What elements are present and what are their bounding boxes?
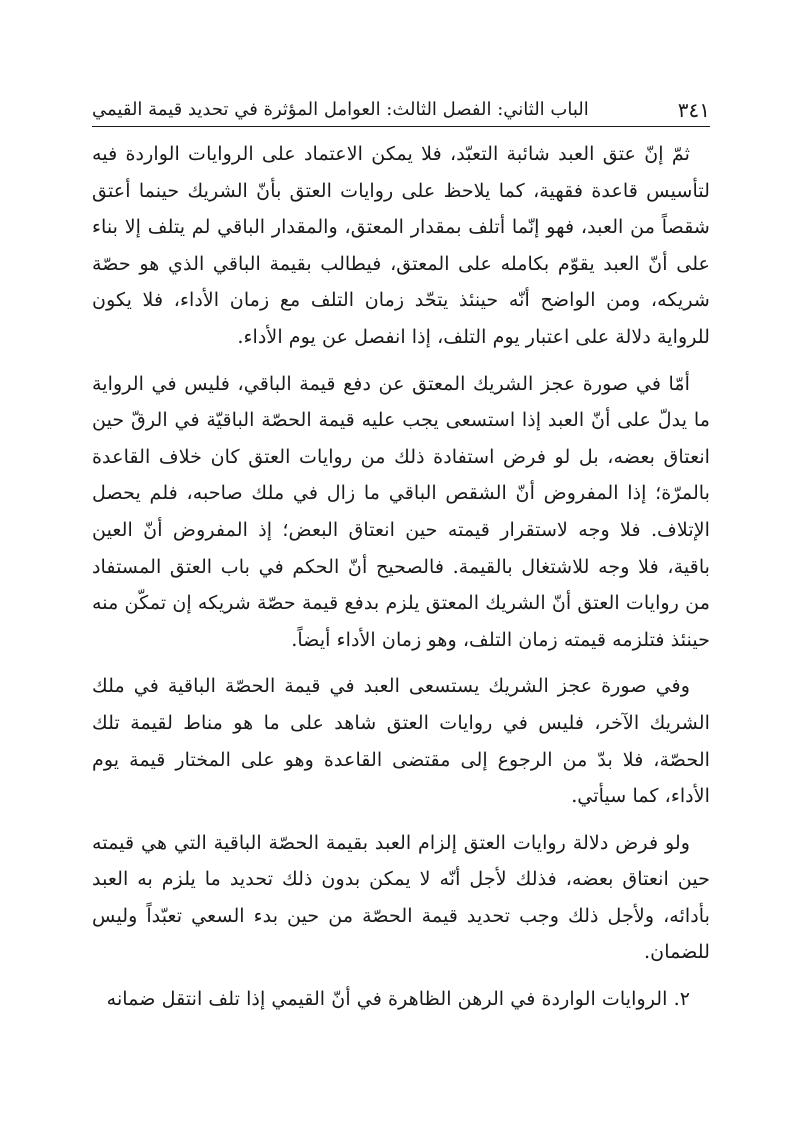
paragraph: ٢. الروايات الواردة في الرهن الظاهرة في أنّ القيمي إذا تلف انتقل ضمانه	[106, 987, 690, 1011]
running-header-title: الباب الثاني: الفصل الثالث: العوامل المؤثرة في تحديد قيمة القيمي	[92, 99, 589, 120]
running-header	[92, 84, 710, 124]
paragraph: وفي صورة عجز الشريك يستسعى العبد في قيمة الحصّة الباقية في ملك الشريك الآخر، فليس في روايات العتق شاهد على ما هو مناط لقيمة تلك الحصّة، فلا بدّ من الرجوع إلى مقتضى القاعدة وهو على المختار قيمة يوم الأداء، كما سيأتي.	[92, 674, 710, 808]
paragraph: أمّا في صورة عجز الشريك المعتق عن دفع قيمة الباقي، فليس في الرواية ما يدلّ على أنّ العبد إذا استسعى يجب عليه قيمة الحصّة الباقيّة في الرقّ حين انعتاق بعضه، بل لو فرض استفادة ذلك من روايات العتق كان خلاف القاعدة بالمرّة؛ إذا المفروض أنّ الشقص الباقي ما زال في ملك صاحبه، فلم يحصل الإتلاف. فلا وجه لاستقرار قيمته حين انعتاق البعض؛ إذ المفروض أنّ العين باقية، فلا وجه للاشتغال بالقيمة. فالصحيح أنّ الحكم في باب العتق المستفاد من روايات العتق أنّ الشريك المعتق يلزم بدفع قيمة حصّة شريكه إن تمكّن منه حينئذ فتلزمه قيمته زمان التلف، وهو زمان الأداء أيضاً.	[92, 371, 710, 651]
paragraph: ولو فرض دلالة روايات العتق إلزام العبد بقيمة الحصّة الباقية التي هي قيمته حين انعتاق بعضه، فذلك لأجل أنّه لا يمكن بدون ذلك تحديد ما يلزم به العبد بأدائه، ولأجل ذلك وجب تحديد قيمة الحصّة من حين بدء السعي تعبّداً وليس للضمان.	[92, 830, 710, 964]
page-number: ٣٤١	[677, 98, 710, 122]
paragraph: ثمّ إنّ عتق العبد شائبة التعبّد، فلا يمكن الاعتماد على الروايات الواردة فيه لتأسيس قاعدة فقهية، كما يلاحظ على روايات العتق بأنّ الشريك حينما أعتق شقصاً من العبد، فهو إنّما أتلف بمقدار المعتق، والمقدار الباقي لم يتلف إلا بناء على أنّ العبد يقوّم بكامله على المعتق، فيطالب بقيمة الباقي الذي هو حصّة شريكه، ومن الواضح أنّه حينئذ يتحّد زمان التلف مع زمان الأداء، فلا يكون للرواية دلالة على اعتبار يوم التلف، إذا انفصل عن يوم الأداء.	[92, 142, 710, 348]
header-divider	[92, 126, 710, 127]
body-text	[92, 136, 710, 1018]
